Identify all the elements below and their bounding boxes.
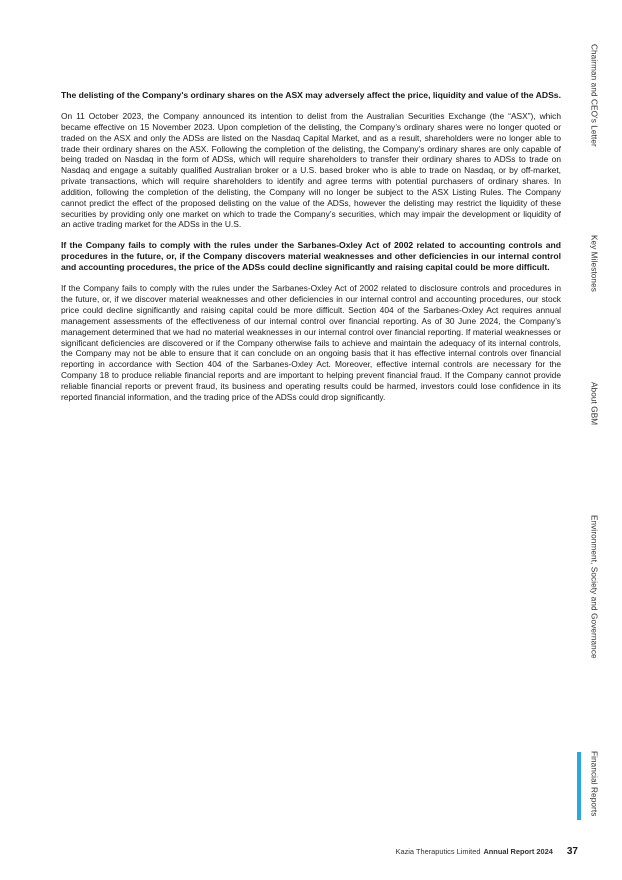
side-nav-about-gbm[interactable] [574,376,614,432]
section-paragraph-sarbanes-oxley: If the Company fails to comply with the rules under the Sarbanes-Oxley Act of 2002 related to disclosure controls and procedures in the future, or, if we discover material weaknesses and other deficiencies in our internal control and accounting procedures, our stock price could decline significantly and raising capital could be more difficult. Section 404 of the Sarbanes-Oxley Act requires annual management assessments of the effectiveness of our internal control over financial reporting. As of 30 June 2024, the Company’s management determined that we had no material weaknesses in our internal control over financial reporting. If material weaknesses or significant deficiencies are discovered or if the Company otherwise fails to achieve and maintain the adequacy of its internal controls, the Company may not be able to ensure that it can conclude on an ongoing basis that it has effective internal controls over financial reporting in accordance with Section 404 of the Sarbanes-Oxley Act. Moreover, effective internal controls are necessary for the Company 18 to produce reliable financial reports and are important to helping prevent financial fraud. If the Company cannot provide reliable financial reports or prevent fraud, its business and operating results could be harmed, investors could lose confidence in its reported financial information, and the trading price of the ADSs could drop significantly. [61,283,561,402]
side-nav-label: Key Milestones [589,234,599,292]
section-heading-sarbanes-oxley: If the Company fails to comply with the rules under the Sarbanes-Oxley Act of 2002 related to accounting controls and procedures in the future, or, if the Company discovers material weaknesses and other deficiencies in our internal control and accounting procedures, the price of the ADSs could decline significantly and raising capital could be more difficult. [61,240,561,273]
side-nav-label: About GBM [589,382,599,426]
section-paragraph-asx-delisting: On 11 October 2023, the Company announced its intention to delist from the Australian Securities Exchange (the “ASX”), which became effective on 15 November 2023. Upon completion of the delisting, the Company’s ordinary shares were no longer quoted or traded on the ASX and only the ADSs are listed on the Nasdaq Capital Market, and as a result, shareholders were no longer able to trade their ordinary shares on the ASX. Following the completion of the delisting, the Company’s ordinary shares are only capable of being traded on Nasdaq in the form of ADSs, which will require shareholders to transfer their ordinary shares to ADSs to trade on Nasdaq and engage a suitably qualified Australian broker or a U.S. based broker who is able to trade on Nasdaq, or by off-market, private transactions, which will require shareholders to identify and agree terms with potential purchasers of ordinary shares. In addition, following the completion of the delisting, the Company will no longer be subject to the ASX Listing Rules. The Company cannot predict the effect of the proposed delisting on the value of the ADSs, however the delisting may restrict the liquidity of these securities by providing only one market on which to trade the Company’s securities, which may impair the development or liquidity of an active trading market for the ADSs in the U.S. [61,111,561,230]
page-footer [396,846,578,857]
side-nav-environment-society-governance[interactable] [574,510,614,664]
section-heading-asx-delisting: The delisting of the Company's ordinary shares on the ASX may adversely affect the price, liquidity and value of the ADSs. [61,90,561,100]
side-nav-chairman-ceo-letter[interactable] [574,30,614,160]
footer-company-name: Kazia Theraputics Limited [395,847,481,856]
side-nav-key-milestones[interactable] [574,228,614,298]
side-nav-label: Financial Reports [589,751,599,817]
side-nav-financial-reports[interactable] [574,746,614,822]
page-number: 37 [566,846,578,857]
main-content [61,90,561,413]
side-nav-label: Chairman and CEO's Letter [589,43,599,147]
footer-report-title: Annual Report 2024 [483,847,553,856]
side-nav-label: Environment, Society and Governance [589,515,599,659]
